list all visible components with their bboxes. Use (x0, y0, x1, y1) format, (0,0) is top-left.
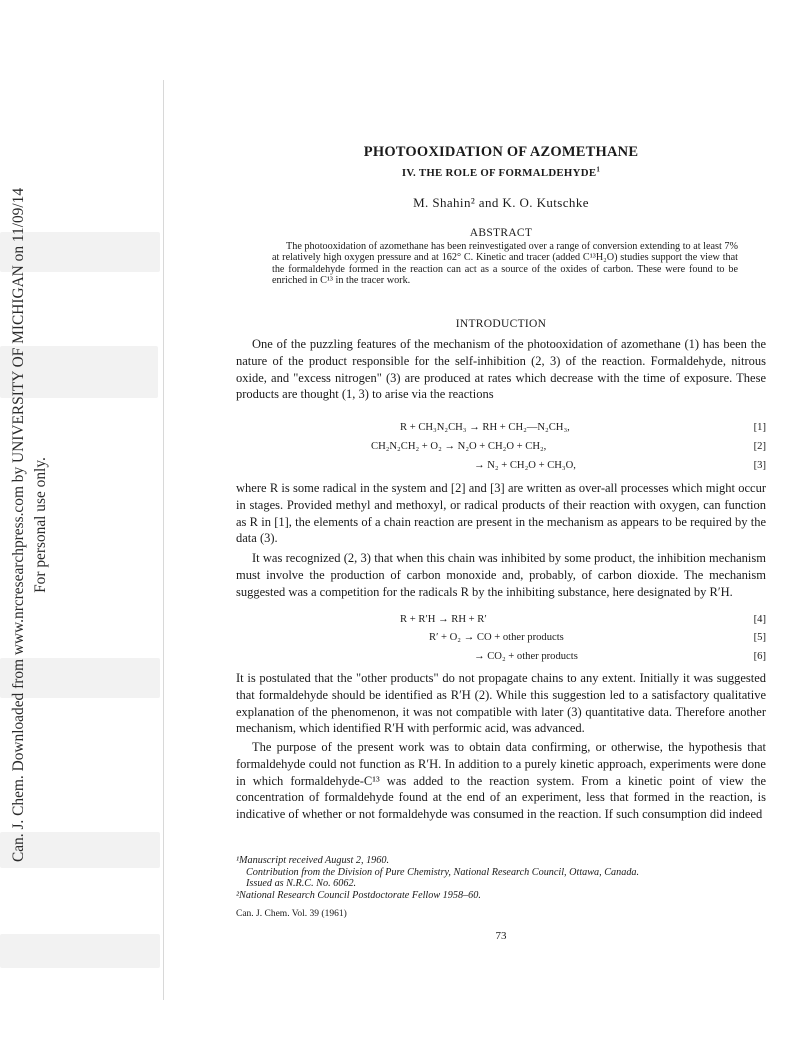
footnote-line: ¹Manuscript received August 2, 1960. (236, 855, 390, 866)
footnote-line: Contribution from the Division of Pure Chemistry, National Research Council, Ottawa, Canada. (246, 866, 640, 878)
intro-paragraph-1: One of the puzzling features of the mechanism of the photooxidation of azomethane (1) has been the nature of the product responsible for the self-inhibition (2, 3) of the reaction. Formaldehyde, nitrous oxide, and "excess nitrogen" (3) are produced at rates which decrease with the time of exposure. These products are thought (1, 3) to arise via the reactions (236, 337, 766, 402)
article-title: PHOTOOXIDATION OF AZOMETHANE (363, 144, 639, 160)
subtitle-text: IV. THE ROLE OF FORMALDEHYDE (401, 167, 597, 179)
journal-citation: Can. J. Chem. Vol. 39 (1961) (236, 909, 347, 919)
introduction-heading: INTRODUCTION (455, 318, 547, 330)
equation-number: [4] (753, 614, 766, 625)
equation-expression: R + R′H → RH + R′ (400, 614, 487, 625)
equation-number: [2] (753, 441, 766, 452)
watermark-line-2: For personal use only. (32, 457, 49, 593)
equation-expression: R + CH₃N₂CH₃ → RH + CH₂—N₂CH₃, (400, 422, 570, 433)
intro-paragraph-5: The purpose of the present work was to obtain data confirming, or otherwise, the hypothesis that formaldehyde could not function as R′H. In addition to a purely kinetic approach, experiments were done in which formaldehyde-C¹³ was added to the reaction system. From a kinetic point of view the concentration of formaldehyde found at the end of an experiment, less that formed in the reaction, is indicative of whether or not formaldehyde was consumed in the reaction. If such consumption did indeed (236, 740, 766, 822)
article-authors: M. Shahin² and K. O. Kutschke (413, 195, 589, 210)
equation-number: [5] (753, 632, 766, 643)
intro-paragraph-2: where R is some radical in the system and [2] and [3] are written as over-all processes which might occur in stages. Provided methyl and methoxyl, or radical products of their reaction with oxygen, can function as R in [1], the elements of a chain reaction are present in the mechanism as appears to be required by the data (3). (236, 481, 766, 546)
page-number: 73 (495, 930, 507, 942)
footnote-line: Issued as N.R.C. No. 6062. (246, 878, 357, 890)
subtitle-footnote-mark: 1 (596, 165, 601, 174)
intro-paragraph-4: It is postulated that the "other products" do not propagate chains to any extent. Initially it was suggested that formaldehyde should be identified as R′H (2). While this suggestion led to a satisfactory qualitative explanation of the phenomenon, it was not compatible with later (3) quantitative data. Therefore another mechanism, which identified R′H with performic acid, was advanced. (236, 671, 766, 736)
scan-smudge (0, 934, 160, 968)
equation-2 (236, 441, 766, 455)
equation-5 (236, 632, 766, 646)
footnote-line: ²National Research Council Postdoctorate Fellow 1958–60. (236, 889, 481, 901)
equation-number: [6] (753, 651, 766, 662)
abstract-heading: ABSTRACT (469, 227, 533, 239)
equation-expression: → N₂ + CH₂O + CH₃O, (474, 460, 576, 471)
equation-expression: CH₂N₂CH₂ + O₂ → N₂O + CH₂O + CH₂, (371, 441, 547, 452)
equation-number: [3] (753, 460, 766, 471)
binding-gutter-line (163, 80, 164, 1000)
intro-paragraph-3: It was recognized (2, 3) that when this chain was inhibited by some product, the inhibition mechanism must involve the production of carbon monoxide and, probably, of carbon dioxide. The mechanism suggested was a competition for the radicals R by the inhibiting substance, here designated by R′H. (236, 551, 766, 599)
equation-expression: R′ + O₂ → CO + other products (429, 632, 564, 643)
equation-3 (236, 460, 766, 474)
equation-6 (236, 651, 766, 665)
equation-expression: → CO₂ + other products (474, 651, 578, 662)
watermark-line-1: Can. J. Chem. Downloaded from www.nrcresearchpress.com by UNIVERSITY OF MICHIGAN on 11/09/14 (10, 187, 27, 863)
download-watermark (8, 180, 56, 870)
footnotes (236, 855, 766, 901)
abstract-text: The photooxidation of azomethane has been reinvestigated over a range of conversion extending to at least 7% at relatively high oxygen pressure and at 162° C. Kinetic and tracer (added C¹³H₂O) studies support the view that the formaldehyde formed in the reaction can act as a source of the oxides of carbon. These were found to be enriched in C¹³ in the tracer work. (272, 241, 738, 286)
article-subtitle (236, 167, 766, 179)
equation-1 (236, 422, 766, 436)
equation-number: [1] (753, 422, 766, 433)
equation-4 (236, 614, 766, 628)
